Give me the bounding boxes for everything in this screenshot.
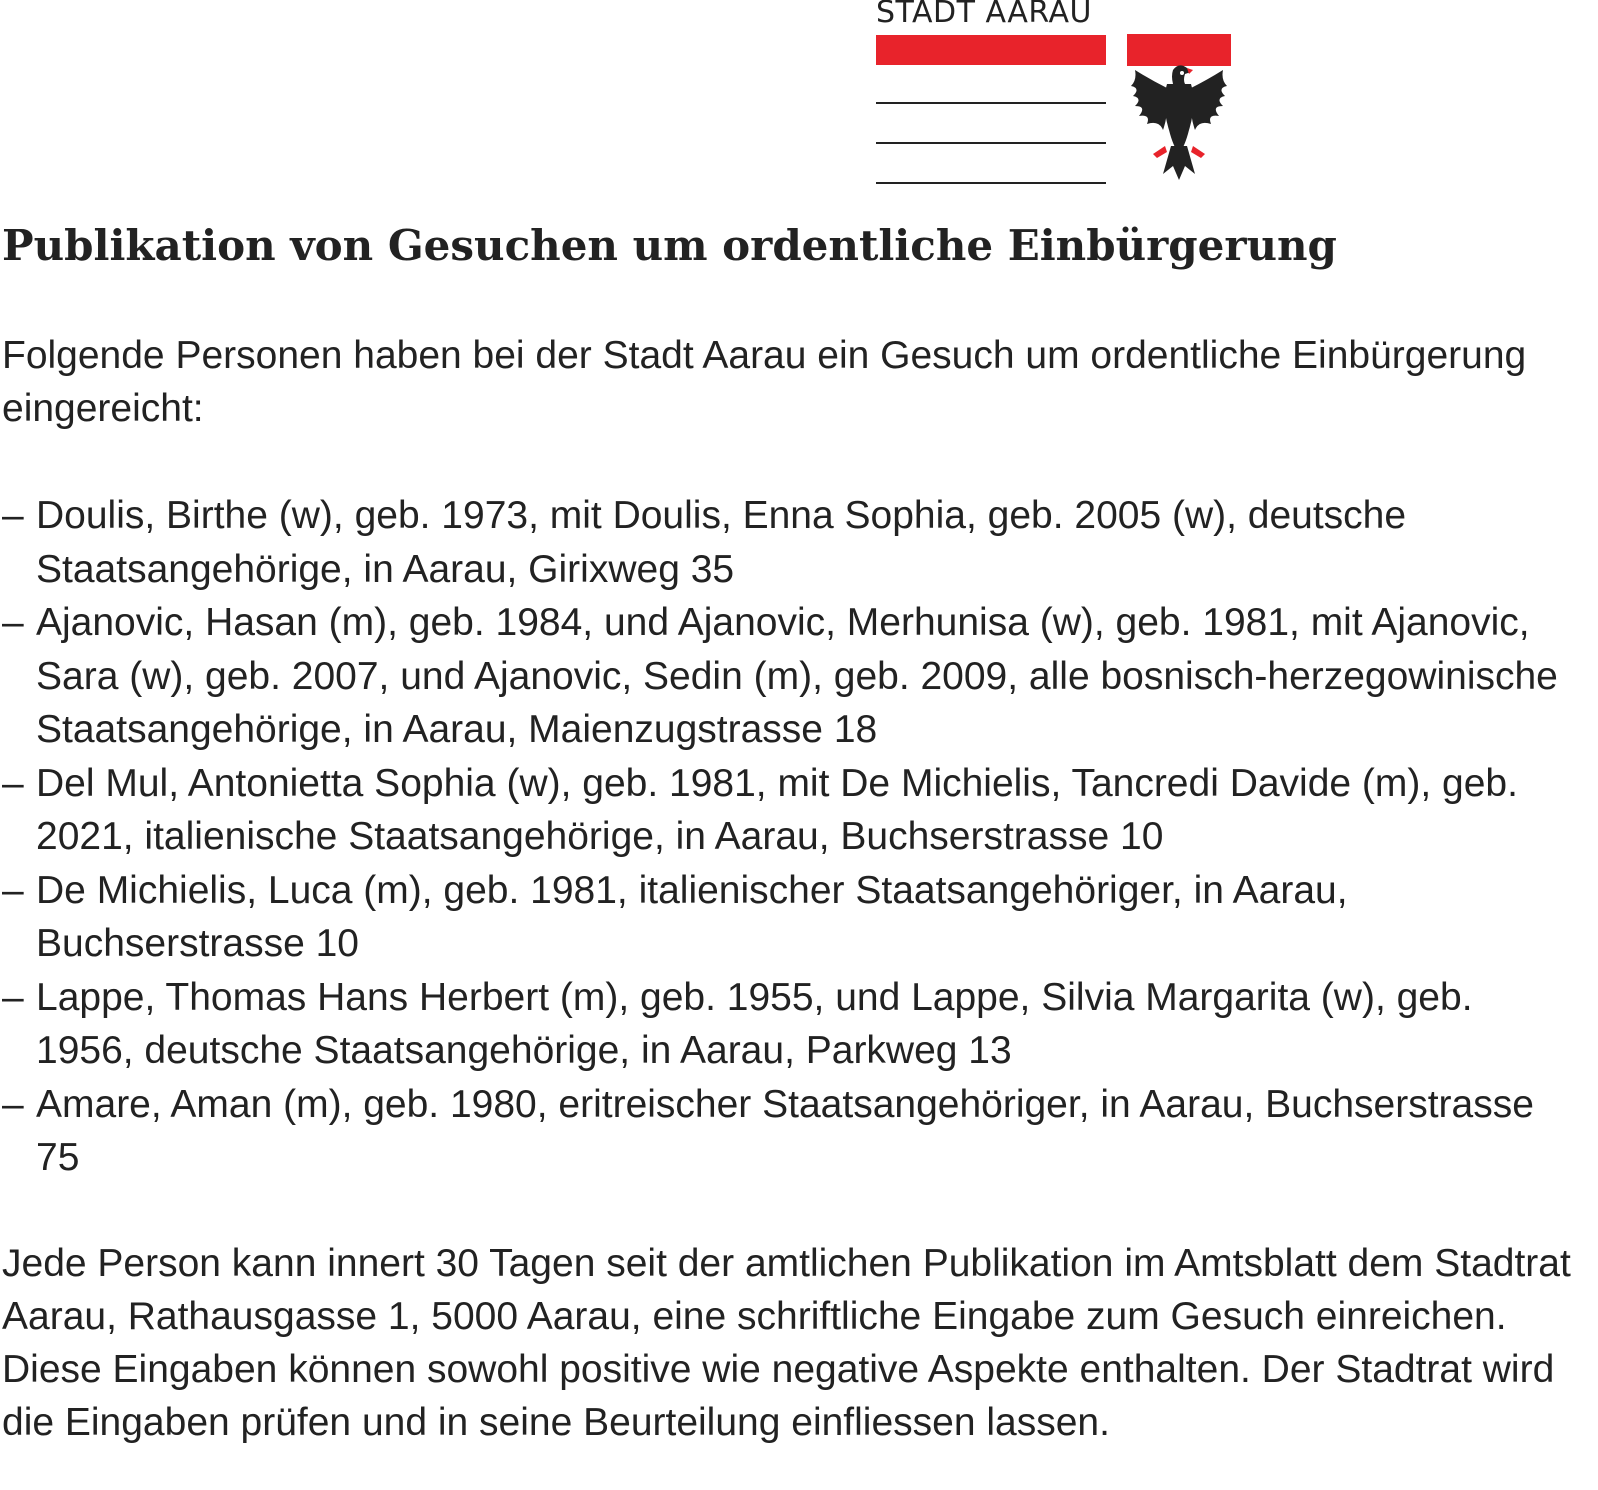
intro-paragraph: Folgende Personen haben bei der Stadt Aarau ein Gesuch um ordentliche Einbürgerung eingereicht:	[2, 334, 1527, 430]
list-item	[2, 971, 1572, 1078]
applicant-entry: Lappe, Thomas Hans Herbert (m), geb. 1955, und Lappe, Silvia Margarita (w), geb. 1956, deutsche Staatsangehörige, in Aarau, Parkweg 13	[36, 975, 1473, 1072]
dash-marker: –	[2, 601, 24, 644]
list-item	[2, 1078, 1572, 1185]
dash-marker: –	[2, 761, 24, 805]
applicant-entry: Ajanovic, Hasan (m), geb. 1984, und Ajanovic, Merhunisa (w), geb. 1981, mit Ajanovic, Sara (w), geb. 2007, und Ajanovic, Sedin (m), geb. 2009, alle bosnisch-herzegowinische Staatsangehörige, in Aarau, Maienzugstrasse 18	[36, 601, 1558, 751]
applicant-entry: Amare, Aman (m), geb. 1980, eritreischer Staatsangehöriger, in Aarau, Buchserstrasse 75	[36, 1082, 1534, 1179]
applicant-entry: Doulis, Birthe (w), geb. 1973, mit Doulis, Enna Sophia, geb. 2005 (w), deutsche Staatsangehörige, in Aarau, Girixweg 35	[36, 494, 1407, 591]
page-title: Publikation von Gesuchen um ordentliche Einbürgerung	[2, 221, 1337, 270]
applicant-list	[2, 489, 1572, 1185]
logo-line	[876, 182, 1106, 184]
dash-marker: –	[2, 975, 24, 1019]
dash-marker: –	[2, 1082, 24, 1126]
logo-text: STADT AARAU	[876, 0, 1093, 30]
applicant-entry: De Michielis, Luca (m), geb. 1981, italienischer Staatsangehöriger, in Aarau, Buchserstrasse 10	[36, 868, 1348, 965]
stadt-aarau-logo	[872, 0, 1262, 195]
list-item	[2, 864, 1572, 971]
dash-marker: –	[2, 494, 24, 537]
list-item	[2, 757, 1572, 864]
list-item	[2, 596, 1572, 757]
logo-line	[876, 102, 1106, 104]
applicant-entry: Del Mul, Antonietta Sophia (w), geb. 1981, mit De Michielis, Tancredi Davide (m), geb. 2021, italienische Staatsangehörige, in Aarau, Buchserstrasse 10	[36, 761, 1518, 858]
dash-marker: –	[2, 868, 24, 912]
logo-red-bar	[876, 35, 1106, 65]
list-item	[2, 489, 1572, 596]
eagle-coat-of-arms-icon	[1127, 34, 1231, 184]
logo-line	[876, 142, 1106, 144]
closing-paragraph: Jede Person kann innert 30 Tagen seit der amtlichen Publikation im Amtsblatt dem Stadtrat Aarau, Rathausgasse 1, 5000 Aarau, eine schriftliche Eingabe zum Gesuch einreichen. Diese Eingaben können sowohl positive wie negative Aspekte enthalten. Der Stadtrat wird die Eingaben prüfen und in seine Beurteilung einfliessen lassen.	[2, 1242, 1571, 1444]
